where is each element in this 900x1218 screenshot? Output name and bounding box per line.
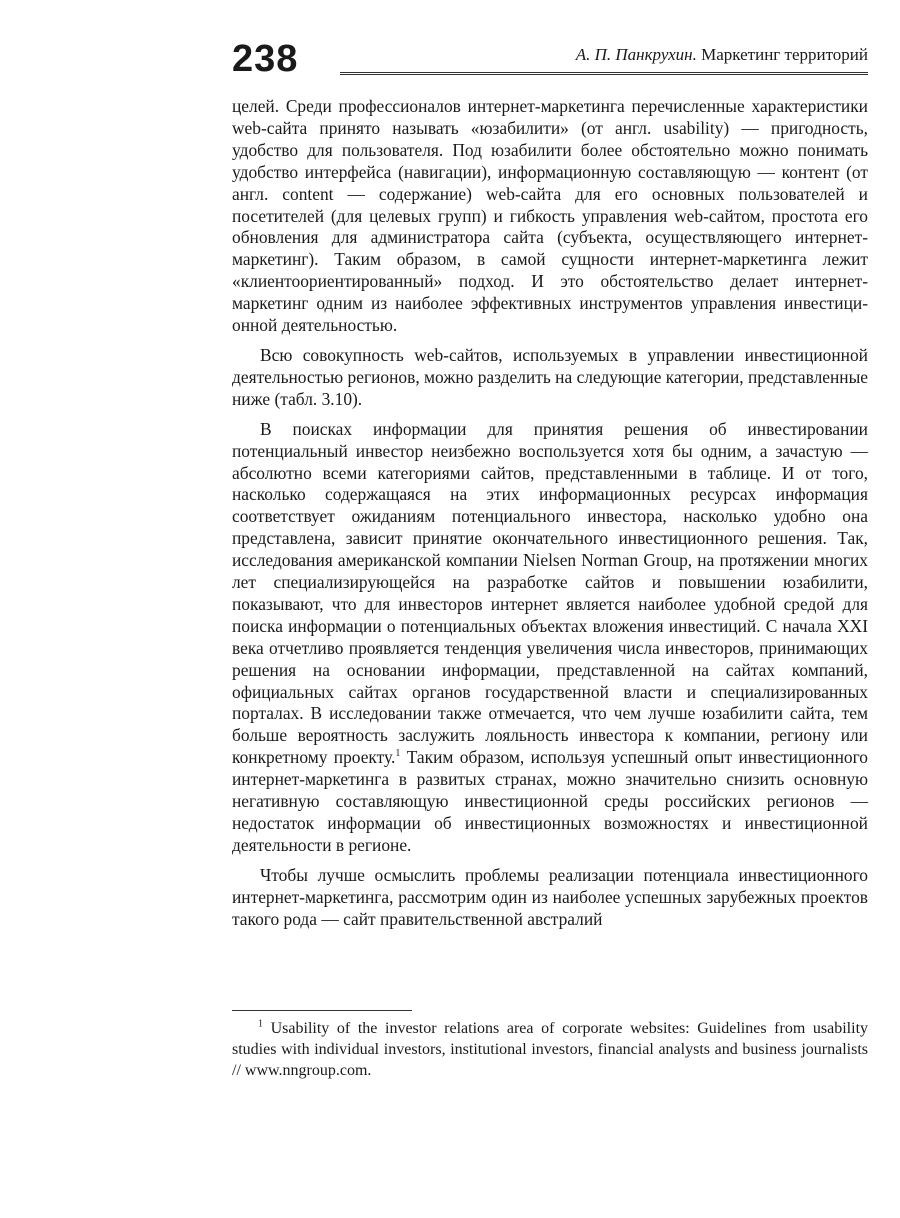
paragraph-2: Всю совокупность web-сайтов, используемых в управлении инвестиционной деятельностью регионов, можно разделить на следующие категории, представленные ниже (табл. 3.10). xyxy=(232,344,868,409)
footnote-marker: 1 xyxy=(258,1018,263,1030)
footnote-reference: 1 xyxy=(395,748,401,760)
header-rule xyxy=(340,72,868,75)
footnote-rule xyxy=(232,1010,412,1011)
paragraph-1: целей. Среди профессионалов интернет-маркетинга перечисленные характеристики web-сайта принято называть «юзабилити» (от англ. usability) — пригодность, удобство для пользователя. Под юзабилити более обстоятельно можно понимать удобство интерфейса (навигации), информационную составляющую — контент (от англ. content — содержание) web-сайта для его основных пользователей и посетителей (для целевых групп) и гибкость управления web-сайтом, простота его обновления для администратора сайта (субъекта, осуществляющего интернет-маркетинг). Таким образом, в самой сущности интернет-маркетинга лежит «клиентоориентированный» подход. И это обстоятельство делает интернет-маркетинг одним из наиболее эффективных инструментов управления инвестиционной деятельностью. xyxy=(232,96,868,336)
page-number: 238 xyxy=(232,38,299,80)
paragraph-4: Чтобы лучше осмыслить проблемы реализации потенциала инвестиционного интернет-маркетинга, рассмотрим один из наиболее успешных зарубежных проектов такого рода — сайт правительственной австралий xyxy=(232,864,868,929)
running-head xyxy=(576,46,868,63)
footnote-text: Usability of the investor relations area of corporate websites: Guidelines from usability studies with individual investors, institutional investors, financial analysts and business journalists // www.nngroup.com. xyxy=(232,1020,869,1079)
footnote xyxy=(232,1018,868,1081)
running-head-title: Маркетинг территорий xyxy=(701,45,868,64)
paragraph-3-continuation: Таким образом, используя успешный опыт инвестиционного интернет-маркетинга в развитых странах, можно значительно снизить основную негативную составляющую инвестиционной среды российских регионов — недостаток информации об инвестиционных возможностях и инвестиционной деятельности в регионе. xyxy=(232,747,868,855)
body-text xyxy=(232,96,868,931)
running-head-author: А. П. Панкрухин. xyxy=(575,45,697,64)
paragraph-3 xyxy=(232,419,868,857)
paragraph-3-text: В поисках информации для принятия решения об инвестировании потенциальный инвестор неизбежно воспользуется хотя бы одним, а зачастую — абсолютно всеми категориями сайтов, представленными в таблице. И от того, насколько содержащаяся на этих информационных ресурсах информация соответствует ожиданиям потенциального инвестора, насколько удобно она представлена, зависит принятие окончательного инвестиционного решения. Так, исследования американской компании Nielsen Norman Group, на протяжении многих лет специализирующейся на разработке сайтов и повышении юзабилити, показывают, что для инвесторов интернет является наиболее удобной средой для поиска информации о потенциальных объектах вложения инвестиций. С начала XXI века отчетливо проявляется тенденция увеличения числа инвесторов, принимающих решения на основании информации, представленной на сайтах компаний, официальных сайтах органов государственной власти и специализированных порталах. В исследовании также отмечается, что чем лучше юзабилити сайта, тем больше вероятность заслужить лояльность инвестора к компании, региону или конкретному проекту. xyxy=(232,418,868,768)
